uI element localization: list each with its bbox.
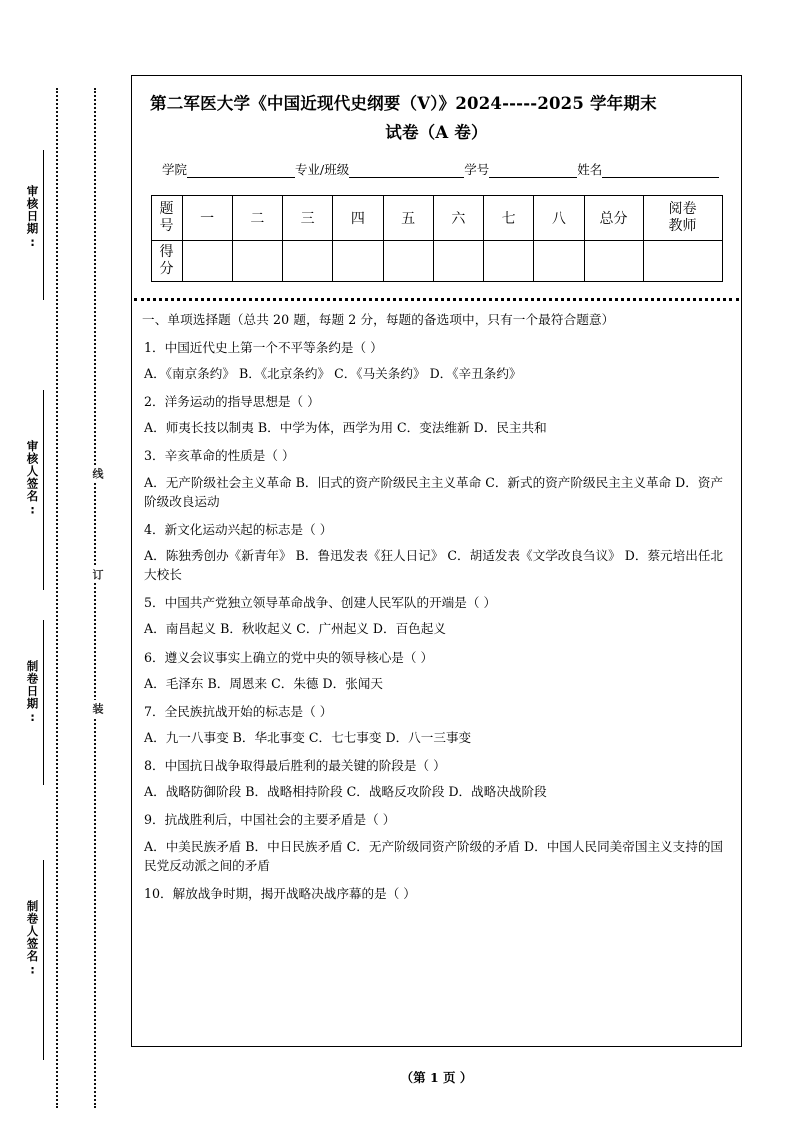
score-cell-total[interactable] (584, 240, 643, 281)
score-table-col-4: 四 (333, 195, 383, 240)
questions-area (142, 310, 731, 903)
question-options-9: A．中美民族矛盾 B．中日民族矛盾 C．无产阶级同资产阶级的矛盾 D．中国人民同美帝国主义支持的国民党反动派之间的矛盾 (144, 838, 724, 873)
score-cell-4[interactable] (333, 240, 383, 281)
question-stem-9: 9．抗战胜利后，中国社会的主要矛盾是（ ） (144, 812, 396, 828)
question-stem-2: 2．洋务运动的指导思想是（ ） (144, 394, 320, 410)
score-cell-6[interactable] (433, 240, 483, 281)
field-label-student-id: 学号 (464, 161, 490, 177)
binding-dotted-line-outer (56, 88, 58, 1108)
question-stem-6: 6．遵义会议事实上确立的党中央的领导核心是（ ） (144, 649, 434, 665)
question-stem-5: 5．中国共产党独立领导革命战争、创建人民军队的开端是（ ） (144, 595, 497, 611)
score-table-col-6: 六 (433, 195, 483, 240)
score-table-col-marker (643, 195, 722, 240)
table-row-question-numbers (151, 195, 722, 240)
score-cell-5[interactable] (383, 240, 433, 281)
page-title-line1: 第二军医大学《中国近现代史纲要（V）》2024-----2025 学年期末 (150, 94, 657, 113)
field-label-major-class: 专业/班级 (295, 161, 350, 177)
field-label-name: 姓名 (577, 161, 603, 177)
margin-label-make-date: 制卷日期: (25, 660, 40, 725)
score-cell-marker[interactable] (643, 240, 722, 281)
margin-rule-2 (43, 390, 44, 590)
score-table-col-7: 七 (484, 195, 534, 240)
field-input-name[interactable] (602, 164, 719, 178)
binding-dotted-line-inner (94, 88, 96, 1108)
student-info-row (162, 160, 719, 178)
field-label-college: 学院 (162, 161, 188, 177)
score-cell-3[interactable] (283, 240, 333, 281)
question-stem-1: 1．中国近代史上第一个不平等条约是（ ） (144, 339, 383, 355)
score-table-rowhead-score (151, 240, 182, 281)
question-options-4: A．陈独秀创办《新青年》 B．鲁迅发表《狂人日记》 C．胡适发表《文学改良刍议》 D．蔡元培出任北大校长 (144, 548, 724, 583)
exam-paper-content (131, 75, 742, 1047)
rowhead-char-de: 得 (159, 244, 174, 261)
margin-rule-4 (43, 860, 44, 1060)
score-cell-1[interactable] (182, 240, 232, 281)
rowhead-char-ti: 题 (159, 201, 174, 218)
left-margin-apparatus (0, 0, 131, 1122)
question-options-6: A．毛泽东 B．周恩来 C．朱德 D．张闻天 (144, 675, 383, 691)
margin-label-maker-signature: 制卷人签名: (25, 900, 40, 978)
margin-rule-1 (43, 150, 44, 300)
question-stem-10: 10．解放战争时期，揭开战略决战序幕的是（ ） (144, 885, 416, 901)
field-input-student-id[interactable] (489, 164, 577, 178)
score-table-col-2: 二 (232, 195, 282, 240)
rowhead-char-fen: 分 (159, 260, 174, 277)
score-table-col-1: 一 (182, 195, 232, 240)
question-options-7: A．九一八事变 B．华北事变 C．七七事变 D．八一三事变 (144, 730, 472, 745)
page-title (150, 90, 723, 148)
field-input-major-class[interactable] (349, 164, 464, 178)
section-divider (134, 298, 739, 301)
page-footer: （第 1 页 ） (400, 1070, 473, 1085)
question-options-1: A．《南京条约》 B．《北京条约》 C．《马关条约》 D．《辛丑条约》 (144, 366, 522, 382)
binding-char-zhuang: 装 (86, 700, 103, 717)
score-cell-7[interactable] (484, 240, 534, 281)
question-options-8: A．战略防御阶段 B．战略相持阶段 C．战略反攻阶段 D．战略决战阶段 (144, 784, 547, 800)
score-table-col-total: 总分 (584, 195, 643, 240)
score-cell-2[interactable] (232, 240, 282, 281)
page-title-line2: 试卷（A 卷） (385, 122, 488, 142)
score-table-rowhead-question (151, 195, 182, 240)
question-options-3: A．无产阶级社会主义革命 B．旧式的资产阶级民主主义革命 C．新式的资产阶级民主主义革命 D．资产阶级改良运动 (144, 474, 724, 509)
section-title-multiple-choice: 一、单项选择题（总共 20 题，每题 2 分，每题的备选项中，只有一个最符合题意） (142, 311, 615, 327)
margin-label-review-date: 审核日期: (25, 185, 40, 250)
question-stem-3: 3．辛亥革命的性质是（ ） (144, 448, 295, 464)
binding-char-xian: 线 (86, 465, 103, 482)
score-table (151, 195, 723, 282)
margin-rule-3 (43, 620, 44, 785)
field-input-college[interactable] (187, 164, 295, 178)
question-stem-7: 7．全民族抗战开始的标志是（ ） (144, 703, 333, 719)
margin-label-reviewer-signature: 审核人签名: (25, 440, 40, 518)
question-stem-8: 8．中国抗日战争取得最后胜利的最关键的阶段是（ ） (144, 758, 446, 774)
marker-label-line2: 教师 (668, 217, 697, 234)
rowhead-char-hao: 号 (159, 217, 174, 234)
marker-label-line1: 阅卷 (668, 201, 697, 218)
question-options-5: A．南昌起义 B．秋收起义 C．广州起义 D．百色起义 (144, 621, 446, 637)
score-table-col-5: 五 (383, 195, 433, 240)
table-row-scores (151, 240, 722, 281)
question-options-2: A．师夷长技以制夷 B．中学为体，西学为用 C．变法维新 D．民主共和 (144, 420, 547, 436)
score-cell-8[interactable] (534, 240, 584, 281)
question-stem-4: 4．新文化运动兴起的标志是（ ） (144, 521, 333, 537)
score-table-col-8: 八 (534, 195, 584, 240)
binding-char-ding: 订 (86, 566, 103, 583)
score-table-col-3: 三 (283, 195, 333, 240)
